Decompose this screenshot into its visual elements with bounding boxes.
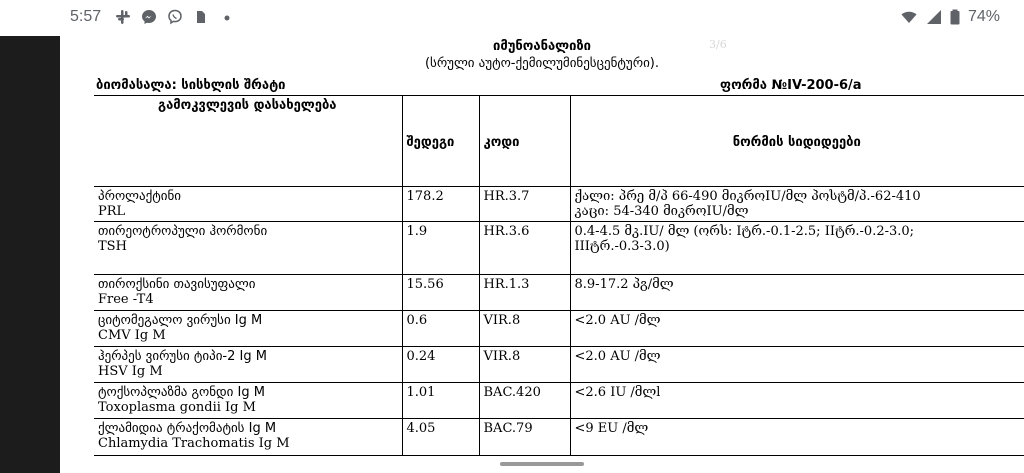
header-code: კოდი bbox=[479, 96, 570, 187]
test-code: HR.1.3 bbox=[479, 275, 570, 311]
document-icon bbox=[193, 9, 209, 25]
table-row bbox=[94, 187, 1024, 222]
test-name: თიროქსინი თავისუფალი Free -T4 bbox=[94, 275, 402, 311]
test-norm: <2.0 AU /მლ bbox=[570, 311, 1024, 347]
test-name: პროლაქტინი PRL bbox=[94, 187, 402, 222]
doc-title: იმუნოანალიზი bbox=[493, 39, 591, 54]
test-code: HR.3.7 bbox=[479, 187, 570, 222]
test-code: HR.3.6 bbox=[479, 222, 570, 275]
battery-percent: 74% bbox=[967, 8, 1000, 25]
form-number: ფორმა №IV-200-6/a bbox=[720, 78, 862, 93]
test-result: 1.9 bbox=[402, 222, 479, 275]
test-name: თირეოტროპული ჰორმონი TSH bbox=[94, 222, 402, 275]
test-result: 4.05 bbox=[402, 419, 479, 456]
table-row bbox=[94, 383, 1024, 419]
page-indicator: 3/6 bbox=[709, 38, 727, 51]
test-code: BAC.420 bbox=[479, 383, 570, 419]
test-result: 15.56 bbox=[402, 275, 479, 311]
test-code: VIR.8 bbox=[479, 311, 570, 347]
test-result: 178.2 bbox=[402, 187, 479, 222]
document-page bbox=[60, 36, 1024, 473]
messenger-icon bbox=[141, 9, 157, 25]
table-row bbox=[94, 311, 1024, 347]
material-label: ბიომასალა: სისხლის შრატი bbox=[96, 78, 286, 93]
dot-icon bbox=[219, 9, 235, 25]
navigation-handle[interactable] bbox=[500, 462, 584, 466]
test-code: VIR.8 bbox=[479, 347, 570, 383]
test-code: BAC.79 bbox=[479, 419, 570, 456]
test-norm: ქალი: პრე მ/პ 66-490 მიკროIU/მლ პოსტმ/პ.-62-410 კაცი: 54-340 მიკროIU/მლ bbox=[570, 187, 1024, 222]
results-table bbox=[94, 95, 1024, 456]
status-time: 5:57 bbox=[70, 8, 102, 25]
doc-subtitle: (სრული აუტო-ქემილუმინესცენტური). bbox=[424, 56, 660, 71]
test-norm: 0.4-4.5 მკ.IU/ მლ (ორს: Iტრ.-0.1-2.5; IIტრ.-0.2-3.0; IIIტრ.-0.3-3.0) bbox=[570, 222, 1024, 275]
table-row bbox=[94, 222, 1024, 275]
test-norm: <9 EU /მლ bbox=[570, 419, 1024, 456]
test-norm: <2.0 AU /მლ bbox=[570, 347, 1024, 383]
header-name: გამოკვლევის დასახელება bbox=[94, 96, 402, 187]
signal-icon bbox=[926, 9, 942, 25]
status-bar bbox=[0, 0, 1024, 36]
test-name: ჰერპეს ვირუსი ტიპი-2 Ig M HSV Ig M bbox=[94, 347, 402, 383]
header-result: შედეგი bbox=[402, 96, 479, 187]
viber-icon bbox=[167, 9, 183, 25]
slack-icon bbox=[115, 9, 131, 25]
table-row bbox=[94, 347, 1024, 383]
test-result: 0.24 bbox=[402, 347, 479, 383]
table-row bbox=[94, 275, 1024, 311]
test-name: ქლამიდია ტრაქომატის Ig M Chlamydia Trachomatis Ig M bbox=[94, 419, 402, 456]
test-result: 0.6 bbox=[402, 311, 479, 347]
wifi-icon bbox=[900, 9, 918, 25]
test-norm: 8.9-17.2 პგ/მლ bbox=[570, 275, 1024, 311]
battery-icon bbox=[950, 9, 960, 25]
test-result: 1.01 bbox=[402, 383, 479, 419]
table-row bbox=[94, 419, 1024, 456]
table-header-row bbox=[94, 96, 1024, 129]
test-norm: <2.6 IU /მლl bbox=[570, 383, 1024, 419]
test-name: ციტომეგალო ვირუსი Ig M CMV Ig M bbox=[94, 311, 402, 347]
test-name: ტოქსოპლაზმა გონდი Ig M Toxoplasma gondii Ig M bbox=[94, 383, 402, 419]
header-norm: ნორმის სიდიდეები bbox=[570, 96, 1024, 187]
